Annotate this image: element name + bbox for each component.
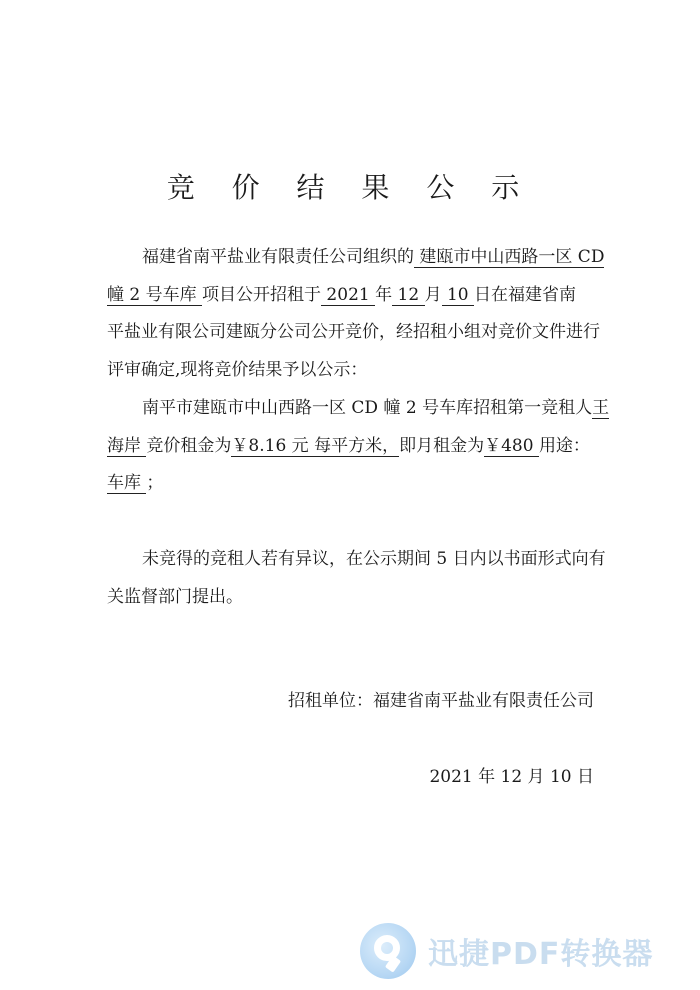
month-underlined: 12	[392, 285, 425, 305]
text-project-announced: 项目公开招租于	[202, 285, 322, 305]
text-day: 日在福建省南	[474, 285, 577, 305]
signature-organization: 招租单位：福建省南平盐业有限责任公司	[288, 691, 594, 711]
winner-name-part1: 王	[592, 398, 610, 418]
text-month: 月	[424, 285, 442, 305]
text-monthly-rent: 即月租金为	[399, 436, 485, 456]
monthly-rent-value: ￥480	[484, 436, 539, 456]
paragraph1-line1	[142, 246, 604, 268]
project-location-underlined: 建瓯市中山西路一区 CD	[414, 247, 605, 267]
text-winner-intro: 南平市建瓯市中山西路一区 CD 幢 2 号车库招租第一竞租人	[142, 398, 593, 418]
usage-value: 车库	[107, 473, 147, 493]
paragraph1-line3: 平盐业有限公司建瓯分公司公开竞价，经招租小组对竞价文件进行	[107, 322, 600, 342]
signature-date: 2021 年 12 月 10 日	[429, 767, 594, 787]
paragraph2-line2	[107, 435, 590, 457]
text-organizer: 福建省南平盐业有限责任公司组织的	[142, 247, 414, 267]
day-underlined: 10	[441, 285, 475, 305]
app-logo-icon	[360, 923, 416, 979]
paragraph3-line2: 关监督部门提出。	[107, 587, 243, 607]
paragraph1-line4: 评审确定,现将竞价结果予以公示：	[107, 360, 368, 380]
text-usage: 用途：	[538, 436, 590, 456]
text-bid-rent: 竞价租金为	[146, 436, 232, 456]
paragraph1-line2	[107, 284, 576, 306]
winner-name-part2: 海岸	[107, 436, 147, 456]
watermark	[360, 918, 690, 984]
page-title: 竞 价 结 果 公 示	[166, 171, 534, 204]
rent-per-sqm: ￥8.16 元 每平方米，	[231, 436, 400, 456]
paragraph2-line3	[107, 472, 163, 494]
project-name-underlined: 幢 2 号车库	[107, 285, 203, 305]
text-year: 年	[375, 285, 393, 305]
paragraph3-line1: 未竞得的竞租人若有异议，在公示期间 5 日内以书面形式向有	[142, 549, 606, 569]
watermark-text: 迅捷PDF转换器	[428, 937, 654, 972]
paragraph2-line1	[142, 397, 609, 419]
year-underlined: 2021	[321, 285, 376, 305]
text-semicolon: ；	[146, 473, 164, 493]
